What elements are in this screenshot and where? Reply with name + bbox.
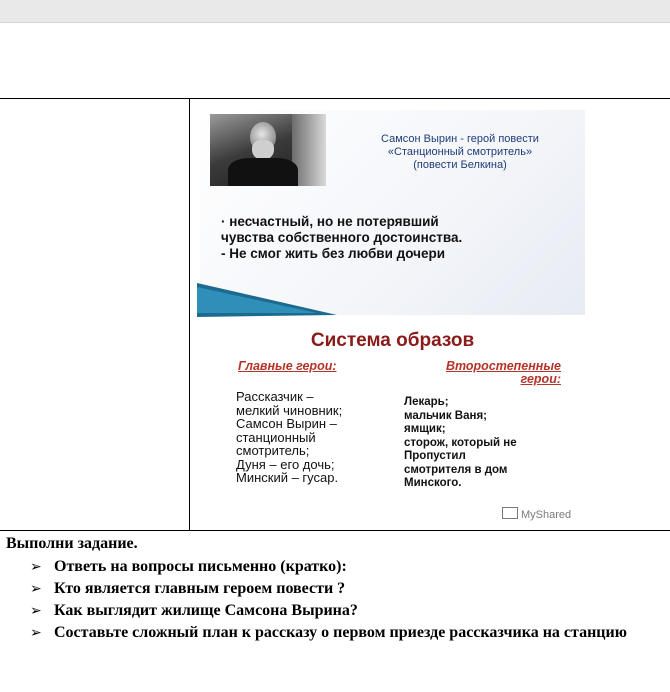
slide-1-description xyxy=(221,214,581,262)
arrow-bullet-icon: ➢ xyxy=(30,603,42,619)
projector-icon xyxy=(502,507,518,519)
minor-hero-line: смотрителя в дом xyxy=(404,463,508,476)
task-item xyxy=(30,600,666,622)
main-hero-line: Самсон Вырин – xyxy=(236,416,337,431)
minor-hero-line: ямщик; xyxy=(404,423,446,435)
minor-hero-line: Минского. xyxy=(404,477,462,489)
top-toolbar-strip xyxy=(0,0,670,23)
minor-heading-line: герои: xyxy=(520,372,561,386)
task-item xyxy=(30,622,666,644)
task-item xyxy=(30,578,666,600)
task-list xyxy=(6,556,666,644)
main-hero-line: Дуня – его дочь; xyxy=(236,456,335,472)
slide-1-title-line: (повести Белкина) xyxy=(413,159,507,171)
main-hero-line: станционный xyxy=(236,429,316,445)
minor-hero-line: сторож, который не xyxy=(404,436,517,449)
task-item-text: Кто является главным героем повести ? xyxy=(54,580,346,597)
main-hero-line: Минский – гусар. xyxy=(236,470,339,485)
minor-hero-line: Пропустил xyxy=(404,450,466,462)
slide-1-text-line: - Не смог жить без любви дочери xyxy=(221,246,446,261)
minor-hero-line: Лекарь; xyxy=(404,396,449,408)
watermark-text: MyShared xyxy=(521,509,572,521)
arrow-bullet-icon: ➢ xyxy=(30,625,42,641)
minor-heroes-list xyxy=(404,396,584,491)
main-hero-line: мелкий чиновник; xyxy=(236,402,343,418)
portrait-coat xyxy=(228,158,298,186)
task-section xyxy=(6,534,666,644)
table-left-cell xyxy=(0,99,190,530)
main-heroes-list xyxy=(236,390,396,485)
slide-2-title: Система образов xyxy=(310,330,475,351)
portrait-beard xyxy=(252,140,274,160)
arrow-bullet-icon: ➢ xyxy=(30,581,42,597)
slide-1-title-line: Самсон Вырин - герой повести xyxy=(381,133,539,145)
main-heroes-heading: Главные герои: xyxy=(238,359,337,373)
main-hero-line: Рассказчик – xyxy=(236,389,314,404)
task-item-text: Составьте сложный план к рассказу о первом приезде рассказчика на станцию xyxy=(54,624,627,641)
task-title: Выполни задание. xyxy=(6,535,138,552)
slide-decorative-wedge xyxy=(197,283,337,317)
task-item-text: Как выглядит жилище Самсона Вырина? xyxy=(54,602,358,619)
main-hero-line: смотритель; xyxy=(236,443,310,458)
samson-vyrin-portrait-image xyxy=(210,114,326,186)
slide-1-title xyxy=(340,133,580,172)
slide-1-text-line: · несчастный, но не потерявший xyxy=(221,214,439,229)
minor-heroes-heading xyxy=(418,360,561,386)
slide-1-text-line: чувства собственного достоинства. xyxy=(221,230,463,245)
task-item xyxy=(30,556,666,578)
minor-heading-line: Второстепенные xyxy=(445,359,561,373)
task-item-text: Ответь на вопросы письменно (кратко): xyxy=(54,558,347,575)
slide-1-title-line: «Станционный смотритель» xyxy=(387,146,533,158)
minor-hero-line: мальчик Ваня; xyxy=(404,409,487,422)
arrow-bullet-icon: ➢ xyxy=(30,559,42,575)
myshared-watermark xyxy=(502,507,571,521)
